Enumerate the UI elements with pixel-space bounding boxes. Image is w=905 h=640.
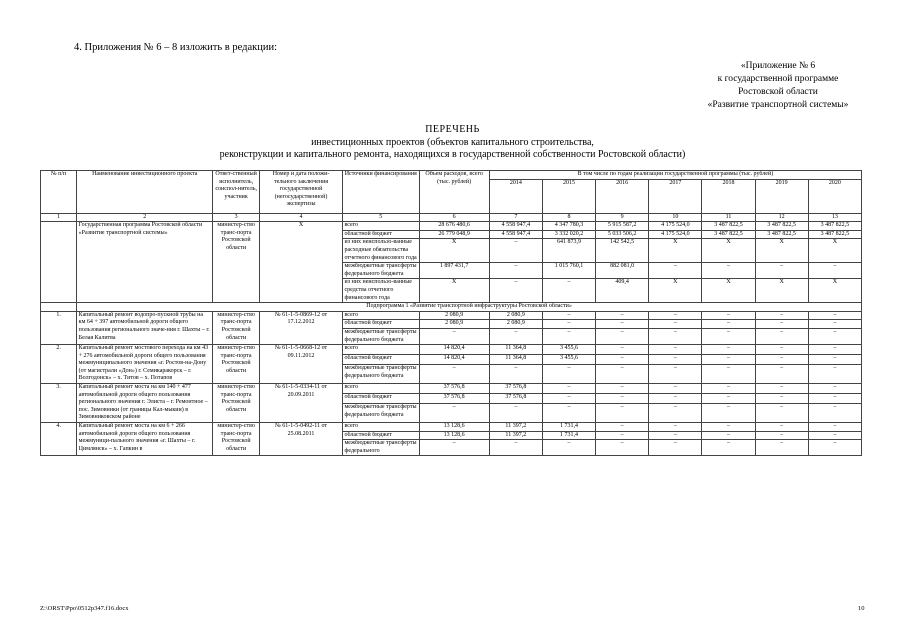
expertise-number: № 61-1-5-0334-11 от 20.09.2011 <box>260 384 343 423</box>
funding-source: всего <box>342 384 419 394</box>
amount-cell: 1 731,4 <box>542 431 595 440</box>
responsible-executor: министер-ство транс-порта Ростовской области <box>213 222 260 303</box>
col-number: 6 <box>419 213 489 222</box>
intro-text: 4. Приложения № 6 – 8 изложить в редакции: <box>74 42 278 53</box>
amount-cell: – <box>755 440 808 456</box>
col-number: 2 <box>77 213 213 222</box>
title-line: реконструкции и капитального ремонта, находящихся в государственной собственности Ростовской области) <box>219 149 686 160</box>
table-row <box>41 423 862 432</box>
amount-cell: 2 080,9 <box>489 320 542 329</box>
amount-cell: – <box>419 365 489 384</box>
amount-cell: – <box>596 345 649 355</box>
amount-cell: – <box>489 404 542 423</box>
col-number: 5 <box>342 213 419 222</box>
amount-cell: 37 576,8 <box>419 394 489 404</box>
title-line: инвестиционных проектов (объектов капитального строительства, <box>311 136 594 148</box>
amount-cell: – <box>755 311 808 320</box>
header-year: 2017 <box>649 179 702 213</box>
amount-cell: – <box>755 320 808 329</box>
amount-cell: – <box>808 431 861 440</box>
header-year: 2015 <box>542 179 595 213</box>
amount-cell: – <box>702 423 755 432</box>
header-year: 2019 <box>755 179 808 213</box>
amount-cell: – <box>542 384 595 394</box>
responsible-executor: министер-ство транс-порта Ростовской области <box>213 311 260 344</box>
file-path: Z:\ORST\Ppo\0512p347.f16.docx <box>40 605 129 612</box>
amount-cell: – <box>542 404 595 423</box>
amount-cell: 3 487 822,5 <box>702 222 755 231</box>
subprogram-empty <box>41 303 77 312</box>
amount-cell: 14 820,4 <box>419 355 489 365</box>
amount-cell: 1 731,4 <box>542 423 595 432</box>
amount-cell: – <box>596 365 649 384</box>
funding-source: из них неиспользо-ванные расходные обязательства отчетного финансового года <box>342 239 419 263</box>
table-row <box>41 384 862 394</box>
amount-cell: X <box>808 279 861 303</box>
table-row <box>41 345 862 355</box>
amount-cell: – <box>702 404 755 423</box>
amount-cell: 2 080,9 <box>489 311 542 320</box>
amount-cell: X <box>419 239 489 263</box>
col-number: 3 <box>213 213 260 222</box>
amount-cell: 3 487 822,5 <box>755 230 808 239</box>
amount-cell: – <box>702 440 755 456</box>
appendix-line: к государственной программе <box>717 74 839 84</box>
funding-source: областной бюджет <box>342 394 419 404</box>
amount-cell: – <box>808 440 861 456</box>
amount-cell: – <box>649 355 702 365</box>
row-number: 3. <box>41 384 77 423</box>
header-year: 2020 <box>808 179 861 213</box>
amount-cell: – <box>702 345 755 355</box>
title-main: ПЕРЕЧЕНЬ <box>425 124 480 135</box>
amount-cell: X <box>649 239 702 263</box>
amount-cell: – <box>649 263 702 279</box>
amount-cell: – <box>649 431 702 440</box>
row-number: 4. <box>41 423 77 456</box>
amount-cell: – <box>755 431 808 440</box>
expertise-number: № 61-1-5-0492-11 от 25.08.2011 <box>260 423 343 456</box>
amount-cell: – <box>755 263 808 279</box>
amount-cell: – <box>755 384 808 394</box>
amount-cell: – <box>489 263 542 279</box>
page-number: 10 <box>858 605 865 612</box>
amount-cell: X <box>649 279 702 303</box>
amount-cell: – <box>419 440 489 456</box>
amount-cell: – <box>702 355 755 365</box>
funding-source: областной бюджет <box>342 320 419 329</box>
funding-source: из них неиспользо-ванные средства отчетного финансового года <box>342 279 419 303</box>
amount-cell: X <box>702 279 755 303</box>
amount-cell: 4 175 524,0 <box>649 230 702 239</box>
amount-cell: – <box>808 384 861 394</box>
header-year: 2016 <box>596 179 649 213</box>
amount-cell: 3 455,6 <box>542 355 595 365</box>
amount-cell: – <box>649 404 702 423</box>
col-number: 1 <box>41 213 77 222</box>
amount-cell: – <box>596 440 649 456</box>
responsible-executor: министер-ство транс-порта Ростовской области <box>213 345 260 384</box>
amount-cell: – <box>419 328 489 344</box>
expertise-number: X <box>260 222 343 303</box>
appendix-heading <box>693 60 863 112</box>
document-title <box>0 124 905 162</box>
funding-source: межбюджетные трансферты федерального бюджета <box>342 263 419 279</box>
amount-cell: – <box>596 404 649 423</box>
header-expertise: Номер и дата положи-тельного заключения государственной (негосударственной) экспертизы <box>260 171 343 214</box>
amount-cell: X <box>808 239 861 263</box>
project-name: Капитальный ремонт моста на км 6 + 266 автомобильной дороги общего пользования межмуници-пального значения «г. Шахты – г. Цимлянск» – х. Гапкин в <box>77 423 213 456</box>
amount-cell: – <box>649 384 702 394</box>
funding-source: межбюджетные трансферты федерального <box>342 440 419 456</box>
column-numbers-row <box>41 213 862 222</box>
amount-cell: – <box>755 394 808 404</box>
expertise-number: № 61-1-5-0869-12 от 17.12.2012 <box>260 311 343 344</box>
appendix-line: «Развитие транспортной системы» <box>707 100 849 110</box>
amount-cell: – <box>649 440 702 456</box>
amount-cell: – <box>596 394 649 404</box>
amount-cell: 1 015 760,1 <box>542 263 595 279</box>
amount-cell: – <box>702 431 755 440</box>
amount-cell: – <box>596 423 649 432</box>
subprogram-row <box>41 303 862 312</box>
amount-cell: – <box>542 311 595 320</box>
amount-cell: 5 033 506,2 <box>596 230 649 239</box>
amount-cell: – <box>755 345 808 355</box>
amount-cell: 14 820,4 <box>419 345 489 355</box>
amount-cell: – <box>808 404 861 423</box>
amount-cell: – <box>649 365 702 384</box>
funding-source: областной бюджет <box>342 431 419 440</box>
amount-cell: 641 873,9 <box>542 239 595 263</box>
amount-cell: – <box>649 345 702 355</box>
amount-cell: – <box>702 384 755 394</box>
amount-cell: – <box>702 311 755 320</box>
amount-cell: – <box>808 365 861 384</box>
amount-cell: 13 128,6 <box>419 431 489 440</box>
amount-cell: – <box>702 394 755 404</box>
amount-cell: 4 558 947,4 <box>489 222 542 231</box>
funding-source: областной бюджет <box>342 230 419 239</box>
amount-cell: – <box>755 404 808 423</box>
amount-cell: – <box>755 365 808 384</box>
col-number: 7 <box>489 213 542 222</box>
amount-cell: 37 576,8 <box>419 384 489 394</box>
funding-source: всего <box>342 423 419 432</box>
amount-cell: – <box>489 440 542 456</box>
header-volume: Объем расходов, всего (тыс. рублей) <box>419 171 489 214</box>
header-year: 2018 <box>702 179 755 213</box>
project-name: Государственная программа Ростовской области «Развитие транспортной системы» <box>77 222 213 303</box>
amount-cell: – <box>808 423 861 432</box>
amount-cell: 5 915 587,2 <box>596 222 649 231</box>
appendix-line: «Приложение № 6 <box>740 61 816 71</box>
amount-cell: – <box>596 431 649 440</box>
amount-cell: 37 576,8 <box>489 394 542 404</box>
amount-cell: 37 576,8 <box>489 384 542 394</box>
amount-cell: – <box>419 404 489 423</box>
amount-cell: – <box>596 384 649 394</box>
amount-cell: – <box>489 328 542 344</box>
amount-cell: X <box>755 279 808 303</box>
amount-cell: – <box>542 328 595 344</box>
amount-cell: – <box>808 328 861 344</box>
amount-cell: 3 487 822,5 <box>808 230 861 239</box>
amount-cell: – <box>542 320 595 329</box>
amount-cell: 26 779 048,9 <box>419 230 489 239</box>
funding-source: межбюджетные трансферты федерального бюджета <box>342 365 419 384</box>
amount-cell: 11 364,8 <box>489 345 542 355</box>
amount-cell: 4 347 780,3 <box>542 222 595 231</box>
amount-cell: 13 128,6 <box>419 423 489 432</box>
amount-cell: 11 397,2 <box>489 423 542 432</box>
amount-cell: 3 455,6 <box>542 345 595 355</box>
amount-cell: X <box>702 239 755 263</box>
col-number: 9 <box>596 213 649 222</box>
amount-cell: – <box>649 311 702 320</box>
table-row <box>41 222 862 231</box>
amount-cell: – <box>808 355 861 365</box>
amount-cell: – <box>649 423 702 432</box>
responsible-executor: министер-ство транс-порта Ростовской области <box>213 384 260 423</box>
col-number: 8 <box>542 213 595 222</box>
expertise-number: № 61-1-5-0668-12 от 09.11.2012 <box>260 345 343 384</box>
amount-cell: 11 364,8 <box>489 355 542 365</box>
funding-source: межбюджетные трансферты федерального бюджета <box>342 328 419 344</box>
amount-cell: – <box>702 328 755 344</box>
amount-cell: – <box>542 440 595 456</box>
amount-cell: 409,4 <box>596 279 649 303</box>
funding-source: областной бюджет <box>342 355 419 365</box>
amount-cell: – <box>755 423 808 432</box>
funding-source: межбюджетные трансферты федерального бюджета <box>342 404 419 423</box>
amount-cell: 882 081,0 <box>596 263 649 279</box>
header-name: Наименование инвестиционного проекта <box>77 171 213 214</box>
project-name: Капитальный ремонт моста на км 140 + 477 автомобильной дороги общего пользования регионального значения г. Элиста – г. Ремонтное – пос. Зимовники (от границы Кал-мыкии) в Зимовниковском районе <box>77 384 213 423</box>
amount-cell: – <box>489 239 542 263</box>
amount-cell: – <box>649 320 702 329</box>
amount-cell: – <box>542 279 595 303</box>
amount-cell: – <box>702 263 755 279</box>
row-number: 2. <box>41 345 77 384</box>
amount-cell: 3 332 020,2 <box>542 230 595 239</box>
amount-cell: 142 542,5 <box>596 239 649 263</box>
amount-cell: – <box>596 355 649 365</box>
amount-cell: X <box>755 239 808 263</box>
amount-cell: – <box>808 263 861 279</box>
amount-cell: – <box>596 328 649 344</box>
amount-cell: – <box>649 394 702 404</box>
amount-cell: – <box>489 279 542 303</box>
row-number <box>41 222 77 303</box>
header-exec: Ответ-ственный исполнитель, соиспол-нитель, участник <box>213 171 260 214</box>
amount-cell: 3 487 822,5 <box>755 222 808 231</box>
col-number: 10 <box>649 213 702 222</box>
amount-cell: – <box>755 328 808 344</box>
amount-cell: X <box>419 279 489 303</box>
amount-cell: 28 676 480,6 <box>419 222 489 231</box>
project-name: Капитальный ремонт водопро-пускной трубы на км 64 + 397 автомобильной дороги общего пользования регионального значе-ния г. Шахты – г. Белая Калитва <box>77 311 213 344</box>
amount-cell: – <box>596 311 649 320</box>
header-years-title: В том числе по годам реализации государственной программы (тыс. рублей) <box>489 171 861 180</box>
col-number: 11 <box>702 213 755 222</box>
amount-cell: – <box>489 365 542 384</box>
amount-cell: – <box>755 355 808 365</box>
table-row <box>41 311 862 320</box>
responsible-executor: министер-ство транс-порта Ростовской области <box>213 423 260 456</box>
header-no: № п/п <box>41 171 77 214</box>
funding-source: всего <box>342 222 419 231</box>
header-source: Источники финансирования <box>342 171 419 214</box>
amount-cell: – <box>649 328 702 344</box>
amount-cell: 4 558 947,4 <box>489 230 542 239</box>
col-number: 13 <box>808 213 861 222</box>
amount-cell: – <box>808 345 861 355</box>
amount-cell: 3 487 822,5 <box>808 222 861 231</box>
amount-cell: 11 397,2 <box>489 431 542 440</box>
amount-cell: 3 487 822,5 <box>702 230 755 239</box>
amount-cell: – <box>702 320 755 329</box>
amount-cell: – <box>596 320 649 329</box>
amount-cell: – <box>542 365 595 384</box>
amount-cell: – <box>702 365 755 384</box>
amount-cell: 4 175 524,0 <box>649 222 702 231</box>
project-name: Капитальный ремонт мостового перехода на км 43 + 276 автомобильной дороги общего пользования межмуниципального значения «г. Ростов-на-Дону (от магистрали «Дон») г. Семикаракорск – г. Волгодонск» – х. Титов – х. Потапов <box>77 345 213 384</box>
funding-source: всего <box>342 345 419 355</box>
amount-cell: 2 080,9 <box>419 311 489 320</box>
funding-source: всего <box>342 311 419 320</box>
col-number: 4 <box>260 213 343 222</box>
amount-cell: – <box>542 394 595 404</box>
investment-projects-table <box>40 170 862 456</box>
amount-cell: 1 897 431,7 <box>419 263 489 279</box>
amount-cell: – <box>808 394 861 404</box>
amount-cell: – <box>808 320 861 329</box>
col-number: 12 <box>755 213 808 222</box>
header-year: 2014 <box>489 179 542 213</box>
amount-cell: – <box>808 311 861 320</box>
subprogram-title: Подпрограмма 1 «Развитие транспортной инфраструктуры Ростовской области» <box>77 303 862 312</box>
row-number: 1. <box>41 311 77 344</box>
appendix-line: Ростовской области <box>738 87 818 97</box>
amount-cell: 2 080,9 <box>419 320 489 329</box>
